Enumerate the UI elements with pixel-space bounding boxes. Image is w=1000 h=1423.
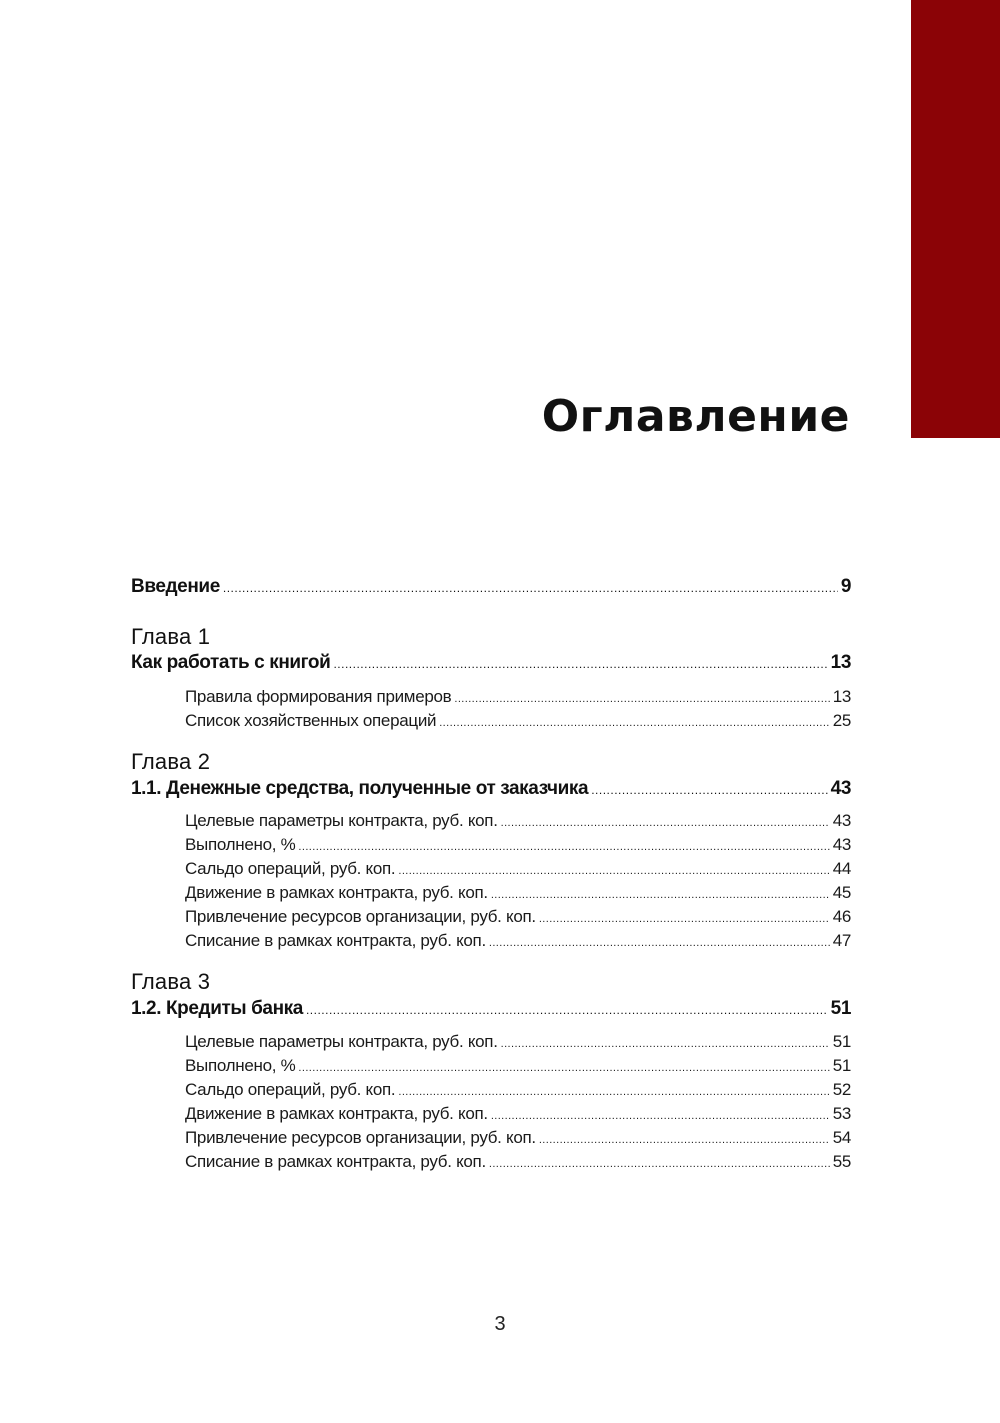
toc-entry-page: 46 [832,907,851,926]
toc-entry-page: 55 [832,1152,851,1171]
toc-entry-page: 51 [832,1056,851,1075]
toc-entry-section[interactable] [131,778,851,800]
toc-entry[interactable] [185,859,851,879]
toc-entry-label: Правила формирования примеров [185,687,452,706]
toc-entry-page: 25 [832,711,851,730]
toc-entry-page: 44 [832,859,851,878]
chapter-color-tab [911,0,1000,438]
toc-entry[interactable] [185,687,851,707]
toc-entry[interactable] [185,931,851,951]
leader-dots [398,865,829,877]
leader-dots [398,1086,829,1098]
leader-dots [591,783,827,797]
toc-entry[interactable] [185,835,851,855]
leader-dots [454,693,829,705]
toc-entry-label: Как работать с книгой [131,652,331,673]
toc-entry-label: Сальдо операций, руб. коп. [185,1080,396,1099]
toc-entry[interactable] [185,1152,851,1172]
toc-entry-page: 9 [840,576,851,597]
toc-entry-page: 43 [832,811,851,830]
toc-entry-label: Целевые параметры контракта, руб. коп. [185,811,498,830]
leader-dots [298,841,829,853]
toc-entry[interactable] [185,1128,851,1148]
toc-entry-section[interactable] [131,998,851,1020]
leader-dots [333,657,827,671]
toc-entry-page: 45 [832,883,851,902]
leader-dots [306,1003,828,1017]
toc-entry-label: Список хозяйственных операций [185,711,437,730]
toc-entry-label: Привлечение ресурсов организации, руб. коп. [185,907,536,926]
toc-entry[interactable] [185,1080,851,1100]
leader-dots [489,1158,830,1170]
leader-dots [439,717,829,729]
toc-entry-page: 13 [832,687,851,706]
toc-entry-page: 43 [832,835,851,854]
leader-dots [539,1134,830,1146]
toc-entry-label: Выполнено, % [185,1056,296,1075]
toc-entry[interactable] [185,711,851,731]
toc-entry-page: 43 [830,778,851,799]
toc-entry-label: Привлечение ресурсов организации, руб. коп. [185,1128,536,1147]
toc-entry-page: 51 [830,998,851,1019]
toc-entry[interactable] [185,811,851,831]
chapter-heading: Глава 2 [131,749,211,774]
toc-entry[interactable] [185,907,851,927]
toc-entry-label: Списание в рамках контракта, руб. коп. [185,1152,486,1171]
toc-entry[interactable] [185,883,851,903]
leader-dots [489,937,830,949]
toc-entry-label: Введение [131,576,220,597]
toc-entry[interactable] [185,1032,851,1052]
toc-entry-label: Движение в рамках контракта, руб. коп. [185,883,488,902]
toc-entry-label: 1.2. Кредиты банка [131,998,303,1019]
toc-entry-page: 53 [832,1104,851,1123]
leader-dots [539,913,830,925]
leader-dots [501,1038,830,1050]
toc-entry-page: 47 [832,931,851,950]
toc-entry-label: Выполнено, % [185,835,296,854]
toc-entry-introduction[interactable] [131,576,851,598]
toc-entry-section[interactable] [131,652,851,674]
toc-entry-page: 13 [830,652,851,673]
toc-entry-page: 54 [832,1128,851,1147]
toc-entry-label: Целевые параметры контракта, руб. коп. [185,1032,498,1051]
leader-dots [491,889,830,901]
leader-dots [491,1110,830,1122]
toc-entry[interactable] [185,1104,851,1124]
chapter-heading: Глава 3 [131,969,211,994]
toc-entry-label: Сальдо операций, руб. коп. [185,859,396,878]
chapter-heading: Глава 1 [131,624,211,649]
page-title: Оглавление [541,391,850,442]
toc-entry-label: 1.1. Денежные средства, полученные от заказчика [131,778,589,799]
toc-entry-page: 51 [832,1032,851,1051]
leader-dots [298,1062,829,1074]
page-number: 3 [494,1313,506,1335]
toc-entry[interactable] [185,1056,851,1076]
toc-entry-page: 52 [832,1080,851,1099]
leader-dots [501,817,830,829]
toc-entry-label: Списание в рамках контракта, руб. коп. [185,931,486,950]
toc-entry-label: Движение в рамках контракта, руб. коп. [185,1104,488,1123]
leader-dots [223,581,838,595]
